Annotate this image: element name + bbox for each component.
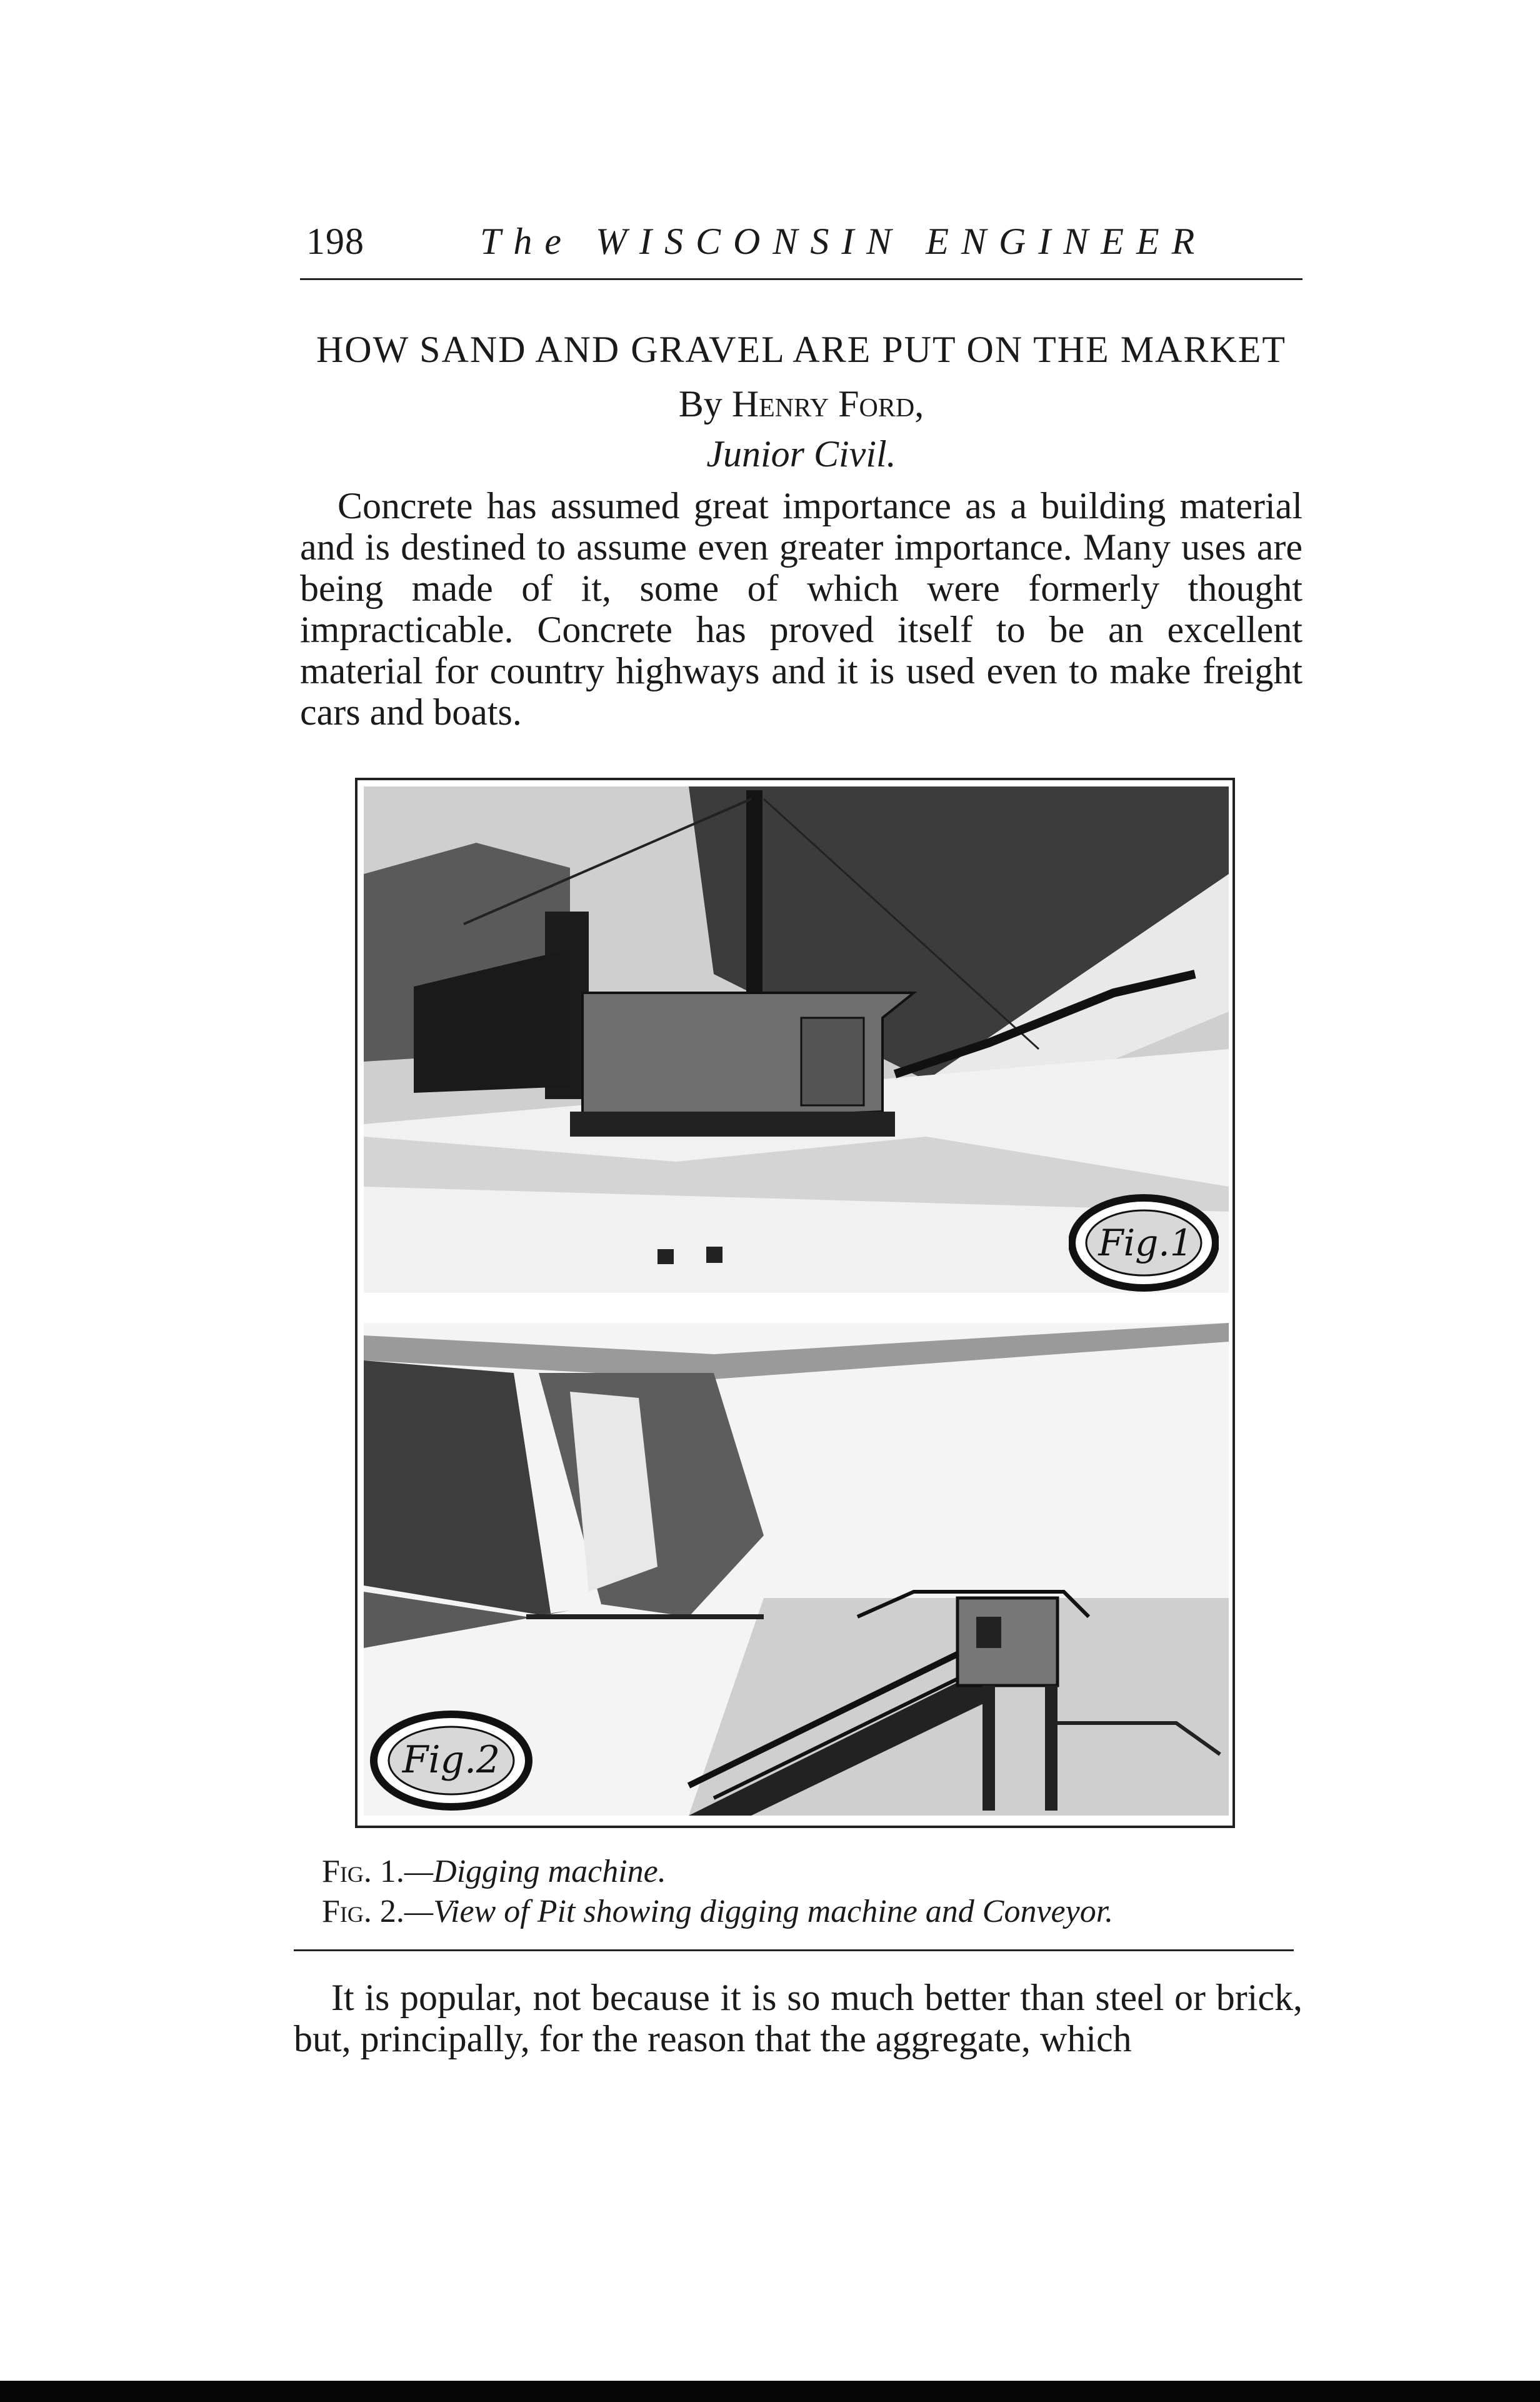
byline — [300, 383, 1302, 426]
section-rule — [294, 1949, 1294, 1951]
byline-prefix: By — [678, 383, 722, 425]
article-title: HOW SAND AND GRAVEL ARE PUT ON THE MARKET — [316, 329, 1287, 370]
photo-pit-conveyor — [364, 1323, 1229, 1816]
author-role: Junior Civil. — [706, 433, 896, 475]
caption-fig2 — [322, 1892, 1113, 1932]
caption-fig1-text: —Digging machine. — [404, 1854, 666, 1889]
fig2-label: Fig.2 — [402, 1738, 501, 1782]
header-rule — [300, 278, 1302, 280]
scan-edge-band — [0, 2381, 1540, 2402]
caption-fig1 — [322, 1852, 1113, 1892]
running-head: The WISCONSIN ENGINEER — [480, 221, 1208, 262]
paragraph-intro: Concrete has assumed great importance as a building material and is destined to assume even greater importance. Many uses are being made of it, some of which were formerly thought impracticable. Concrete has proved itself to be an excellent material for country highways and it is used even to make freight cars and boats. — [300, 485, 1302, 733]
caption-fig2-label: Fig. 2. — [322, 1894, 404, 1929]
caption-fig1-label: Fig. 1. — [322, 1854, 404, 1889]
photo-digging-machine — [364, 786, 1229, 1293]
caption-fig2-text: —View of Pit showing digging machine and Conveyor. — [404, 1894, 1114, 1929]
figure-frame — [355, 778, 1235, 1828]
author-name: Henry Ford, — [731, 383, 924, 425]
fig1-label: Fig.1 — [1098, 1222, 1193, 1264]
page-number: 198 — [306, 221, 364, 262]
figure-captions — [322, 1852, 1113, 1932]
paragraph-continued: It is popular, not because it is so much better than steel or brick, but, principally, for the reason that the aggregate, which — [294, 1977, 1302, 2059]
